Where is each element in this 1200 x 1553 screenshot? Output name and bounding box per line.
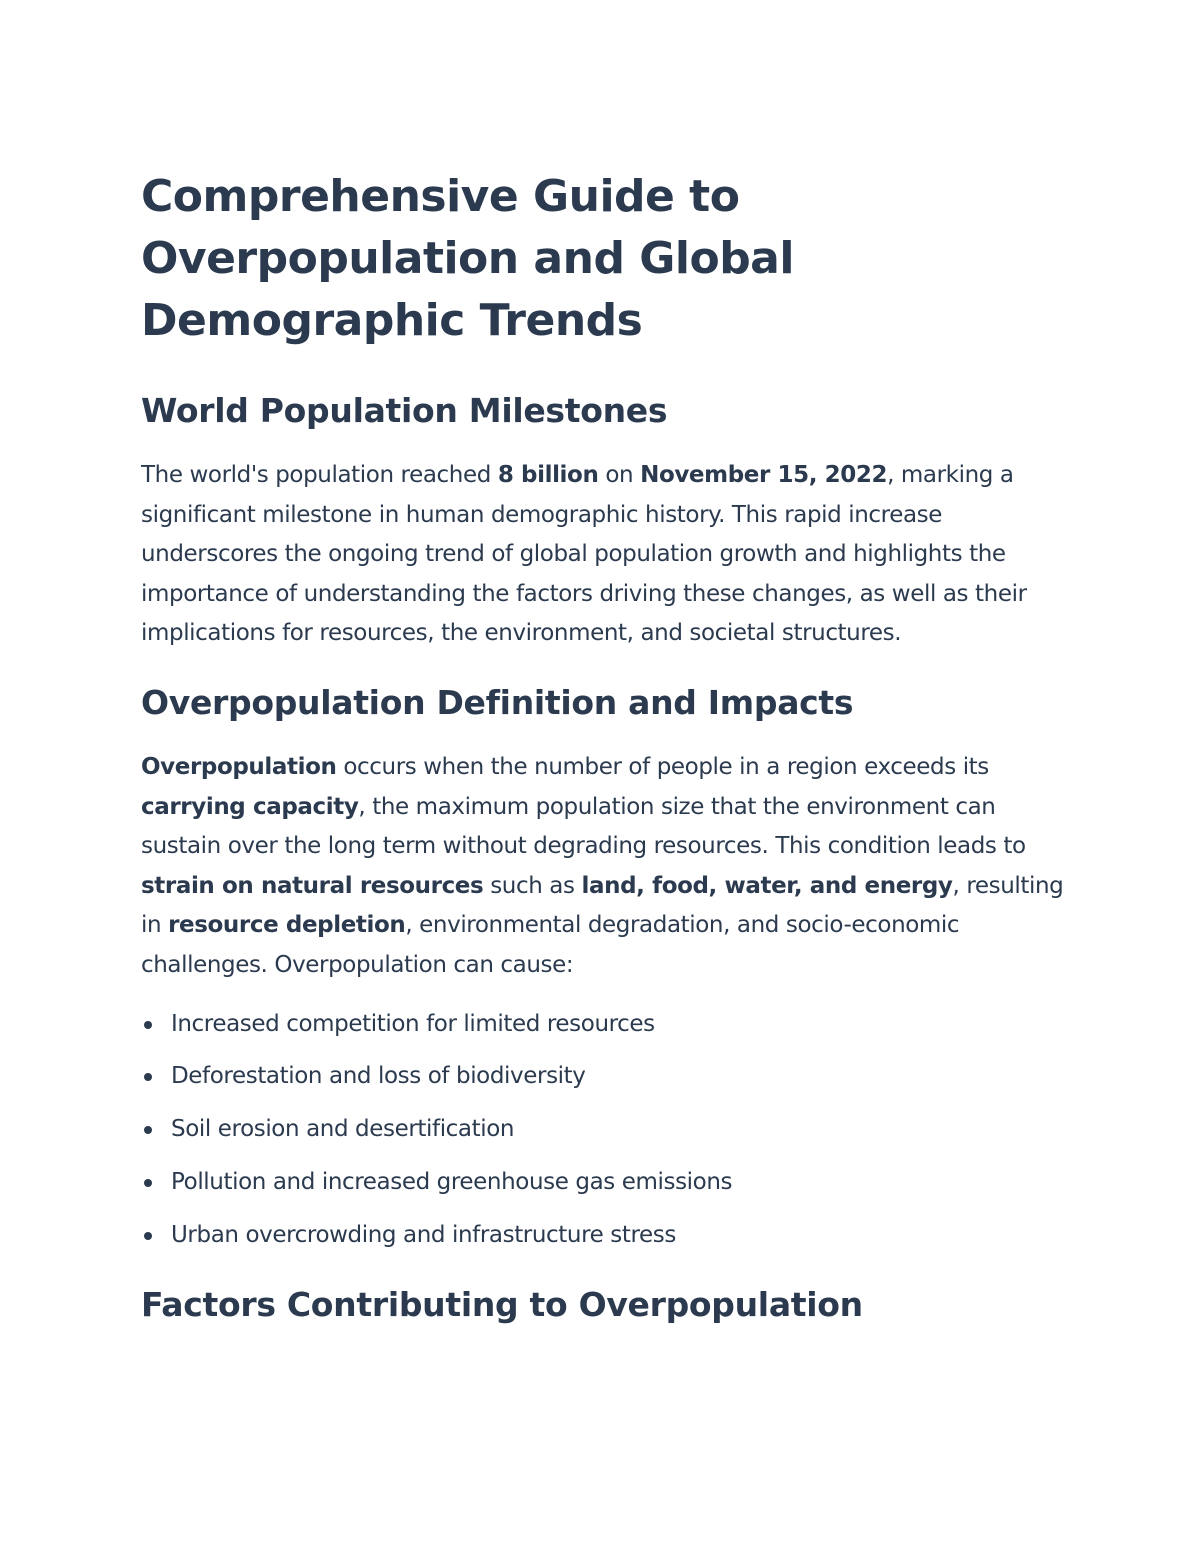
list-item	[141, 1103, 1071, 1156]
bold-milestone-date: November 15, 2022	[640, 462, 888, 488]
bullet-icon	[144, 1179, 152, 1187]
definition-paragraph	[141, 748, 1071, 986]
text-run: on	[598, 462, 641, 488]
page-title: Comprehensive Guide to Overpopulation and Global Demographic Trends	[141, 171, 794, 346]
text-run: such as	[483, 872, 582, 899]
bullet-icon	[144, 1073, 152, 1081]
text-run: , resulting in	[141, 872, 1064, 939]
bold-term-resources: land, food, water, and energy	[581, 872, 953, 899]
bold-term-strain: strain on natural resources	[141, 872, 484, 899]
section-heading-factors: Factors Contributing to Overpopulation	[141, 1284, 863, 1324]
text-run: , the maximum population size that the environment can sustain over the long term without degrading resources. This condition leads to	[141, 793, 1026, 860]
bold-population-figure: 8 billion	[497, 462, 599, 488]
bold-term-overpopulation: Overpopulation	[141, 753, 337, 780]
list-item-text: Deforestation and loss of biodiversity	[171, 1063, 586, 1090]
list-item-text: Urban overcrowding and infrastructure stress	[171, 1221, 676, 1248]
impacts-list	[141, 998, 1071, 1262]
text-run: , marking a significant milestone in human demographic history. This rapid increase underscores the ongoing trend of global population growth and highlights the importance of understanding the factors driving these changes, as well as their implications for resources, the environment, and societal structures.	[141, 462, 1027, 647]
list-item-text: Soil erosion and desertification	[171, 1116, 515, 1143]
list-item	[141, 1050, 1071, 1103]
bullet-icon	[144, 1126, 152, 1134]
list-item	[141, 1209, 1071, 1262]
list-item-text: Pollution and increased greenhouse gas emissions	[171, 1168, 733, 1195]
section-heading-milestones: World Population Milestones	[141, 391, 668, 430]
list-item-text: Increased competition for limited resources	[171, 1010, 655, 1037]
bullet-icon	[144, 1232, 152, 1240]
bold-term-depletion: resource depletion	[168, 912, 406, 939]
text-run: , environmental degradation, and socio-economic challenges. Overpopulation can cause:	[141, 912, 960, 978]
bullet-icon	[144, 1021, 152, 1029]
document-page	[141, 166, 1071, 1326]
text-run: occurs when the number of people in a region exceeds its	[336, 753, 989, 780]
text-run: The world's population reached	[141, 462, 498, 488]
list-item	[141, 998, 1071, 1051]
section-heading-definition: Overpopulation Definition and Impacts	[141, 682, 854, 722]
milestones-paragraph	[141, 456, 1071, 654]
list-item	[141, 1156, 1071, 1209]
bold-term-carrying-capacity: carrying capacity	[141, 793, 359, 820]
